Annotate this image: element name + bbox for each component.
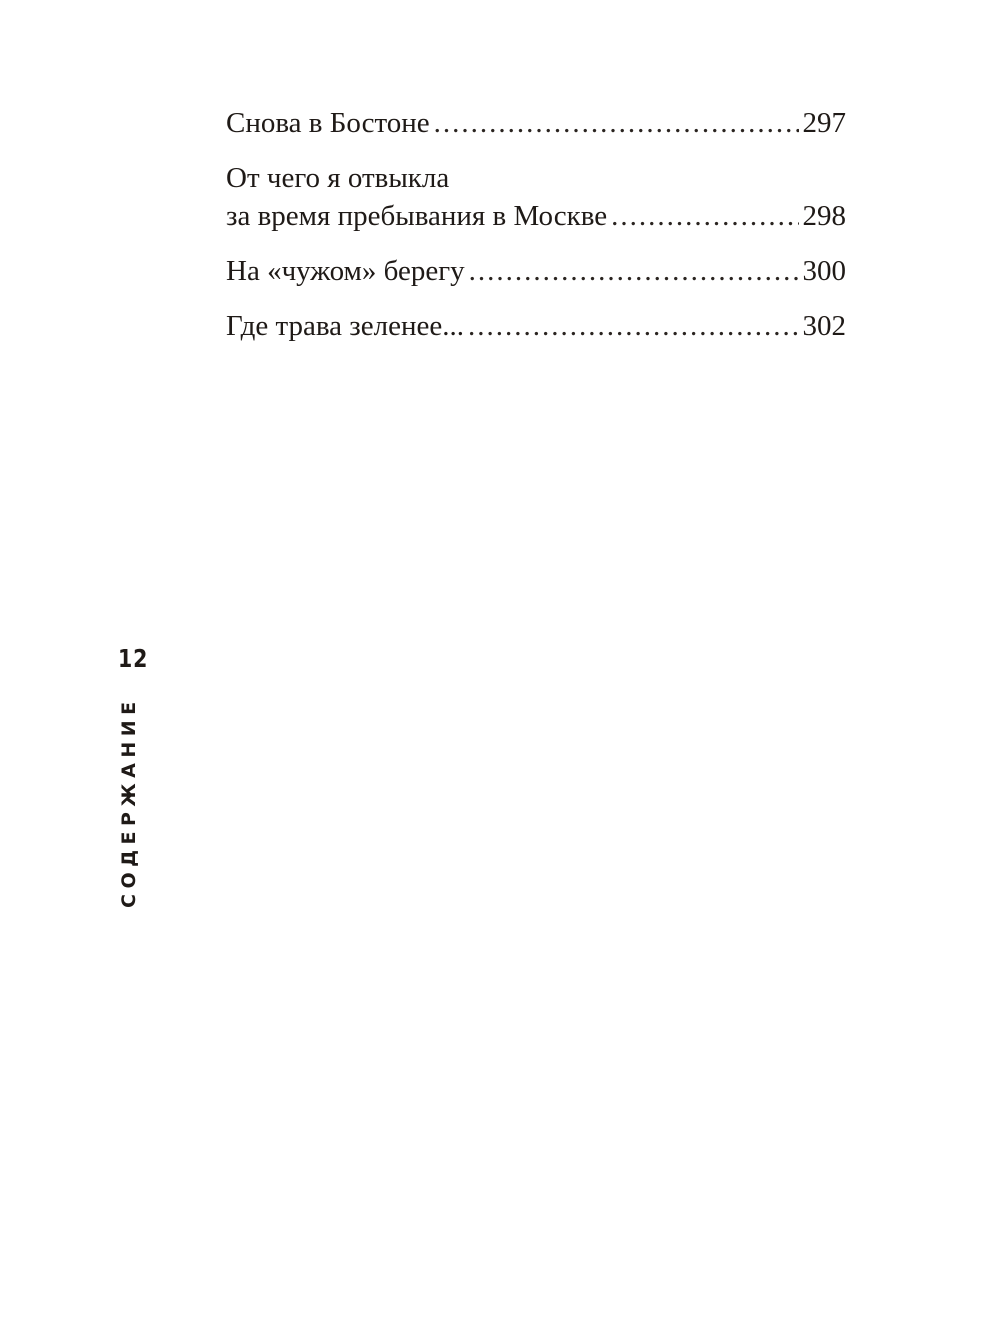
toc-entry[interactable] — [226, 307, 846, 345]
toc-entry-page: 298 — [802, 200, 846, 232]
toc-entry-title: На «чужом» берегу — [226, 255, 465, 287]
toc-entry-page: 297 — [802, 107, 846, 139]
toc-entry-page: 302 — [802, 310, 846, 342]
dot-leader — [469, 252, 799, 290]
toc-entry-title: Где трава зеленее... — [226, 310, 464, 342]
toc-entry[interactable] — [226, 159, 846, 235]
toc-entry-title: Снова в Бостоне — [226, 107, 430, 139]
toc-entry[interactable] — [226, 104, 846, 142]
dot-leader — [434, 104, 799, 142]
toc-line — [226, 197, 846, 235]
page-number: 12 — [118, 644, 149, 673]
toc-entry-title-line-2: за время пребывания в Москве — [226, 200, 608, 232]
toc-line — [226, 307, 846, 345]
toc-entry-page: 300 — [802, 255, 846, 287]
toc-line — [226, 159, 846, 197]
toc-line — [226, 252, 846, 290]
toc-entry[interactable] — [226, 252, 846, 290]
table-of-contents — [226, 104, 846, 362]
toc-entry-title-line-1: От чего я отвыкла — [226, 162, 450, 194]
toc-line — [226, 104, 846, 142]
dot-leader — [468, 307, 799, 345]
dot-leader — [611, 197, 798, 235]
running-head: СОДЕРЖАНИЕ — [118, 696, 140, 908]
